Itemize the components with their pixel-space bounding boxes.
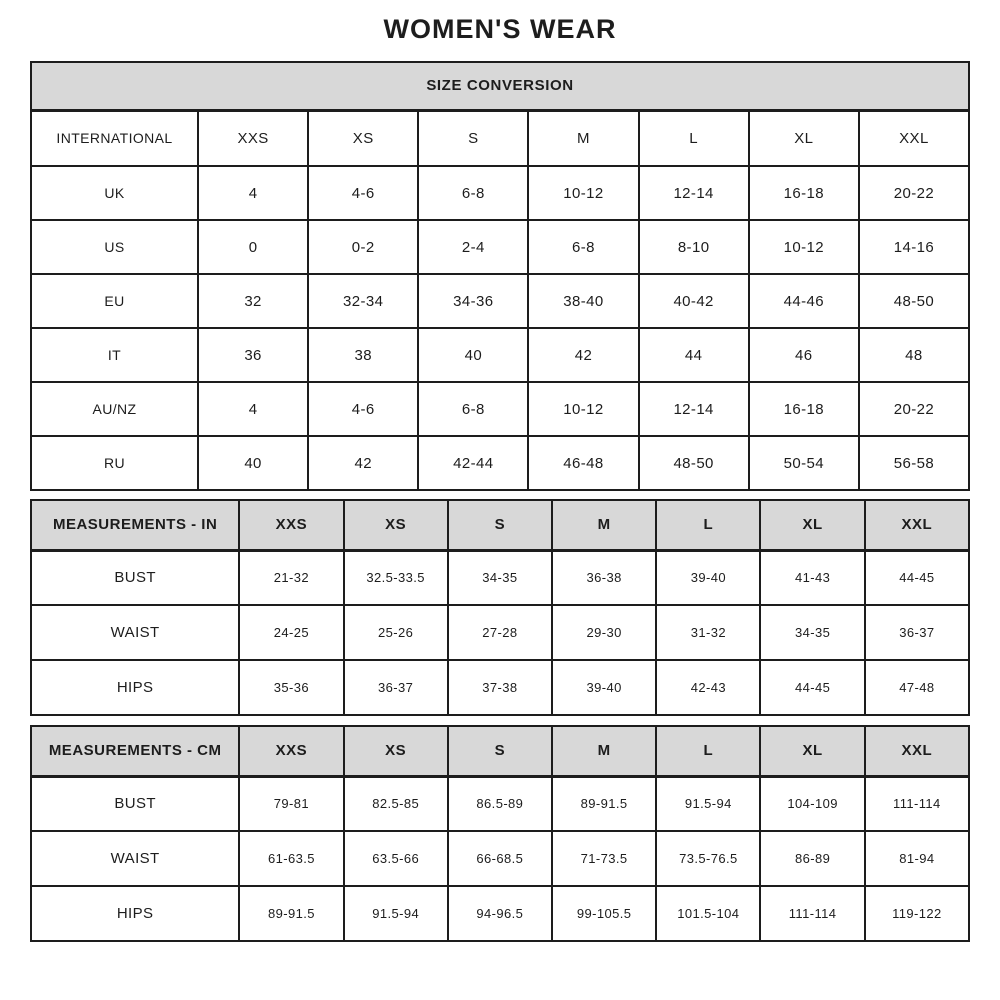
measurements-cm-header: MEASUREMENTS - CM (31, 726, 239, 776)
measurement-cell: 32.5-33.5 (344, 550, 448, 605)
measurement-cell: 91.5-94 (344, 886, 448, 941)
measurement-cell: 29-30 (552, 605, 656, 660)
size-cell: 16-18 (749, 382, 859, 436)
measurements-in-header: MEASUREMENTS - IN (31, 500, 239, 550)
measurement-cell: 39-40 (656, 550, 760, 605)
size-cell: 0 (198, 220, 308, 274)
size-cell: 6-8 (418, 382, 528, 436)
column-header-xxl: XXL (865, 726, 969, 776)
column-header-m: M (528, 110, 638, 166)
size-cell: 36 (198, 328, 308, 382)
measurement-cell: 21-32 (239, 550, 343, 605)
table-row-waist-cm (31, 831, 969, 886)
measurement-cell: 91.5-94 (656, 776, 760, 831)
measurement-cell: 36-38 (552, 550, 656, 605)
size-cell: 50-54 (749, 436, 859, 490)
column-header-l: L (656, 500, 760, 550)
column-header-xxl: XXL (859, 110, 969, 166)
size-cell: 34-36 (418, 274, 528, 328)
measurement-cell: 42-43 (656, 660, 760, 715)
size-cell: 40 (418, 328, 528, 382)
size-cell: 4-6 (308, 166, 418, 220)
row-label: BUST (31, 776, 239, 831)
measurement-cell: 89-91.5 (552, 776, 656, 831)
measurement-cell: 24-25 (239, 605, 343, 660)
size-cell: 38-40 (528, 274, 638, 328)
row-label: IT (31, 328, 198, 382)
measurement-cell: 119-122 (865, 886, 969, 941)
table-row-ru (31, 436, 969, 490)
column-header-xxl: XXL (865, 500, 969, 550)
table-row-waist-in (31, 605, 969, 660)
measurement-cell: 25-26 (344, 605, 448, 660)
row-label: US (31, 220, 198, 274)
size-conversion-column-header-row (31, 110, 969, 166)
measurement-cell: 71-73.5 (552, 831, 656, 886)
measurement-cell: 34-35 (448, 550, 552, 605)
measurement-cell: 61-63.5 (239, 831, 343, 886)
size-cell: 40-42 (639, 274, 749, 328)
size-conversion-header: SIZE CONVERSION (31, 62, 969, 110)
column-header-xs: XS (344, 500, 448, 550)
size-cell: 4 (198, 166, 308, 220)
measurement-cell: 31-32 (656, 605, 760, 660)
measurement-cell: 99-105.5 (552, 886, 656, 941)
measurements-cm-header-row (31, 726, 969, 776)
size-cell: 12-14 (639, 166, 749, 220)
measurement-cell: 39-40 (552, 660, 656, 715)
measurement-cell: 37-38 (448, 660, 552, 715)
measurement-cell: 86.5-89 (448, 776, 552, 831)
measurement-cell: 36-37 (865, 605, 969, 660)
column-header-xs: XS (344, 726, 448, 776)
size-cell: 42-44 (418, 436, 528, 490)
measurement-cell: 47-48 (865, 660, 969, 715)
size-cell: 4 (198, 382, 308, 436)
column-header-xxs: XXS (198, 110, 308, 166)
size-cell: 44 (639, 328, 749, 382)
column-header-s: S (448, 726, 552, 776)
column-header-xl: XL (760, 500, 864, 550)
measurement-cell: 101.5-104 (656, 886, 760, 941)
column-header-xl: XL (749, 110, 859, 166)
measurement-cell: 66-68.5 (448, 831, 552, 886)
row-label: HIPS (31, 660, 239, 715)
size-cell: 14-16 (859, 220, 969, 274)
measurement-cell: 44-45 (760, 660, 864, 715)
column-header-international: INTERNATIONAL (31, 110, 198, 166)
measurement-cell: 104-109 (760, 776, 864, 831)
size-cell: 12-14 (639, 382, 749, 436)
measurement-cell: 44-45 (865, 550, 969, 605)
measurements-cm-table (30, 725, 970, 942)
size-cell: 4-6 (308, 382, 418, 436)
row-label: WAIST (31, 605, 239, 660)
table-row-aunz (31, 382, 969, 436)
measurement-cell: 79-81 (239, 776, 343, 831)
measurement-cell: 36-37 (344, 660, 448, 715)
size-conversion-table (30, 61, 970, 491)
size-cell: 48 (859, 328, 969, 382)
size-cell: 48-50 (639, 436, 749, 490)
measurement-cell: 34-35 (760, 605, 864, 660)
size-cell: 8-10 (639, 220, 749, 274)
column-header-xl: XL (760, 726, 864, 776)
column-header-l: L (656, 726, 760, 776)
size-cell: 10-12 (528, 166, 638, 220)
size-cell: 16-18 (749, 166, 859, 220)
table-row-bust-cm (31, 776, 969, 831)
size-cell: 46 (749, 328, 859, 382)
size-cell: 40 (198, 436, 308, 490)
column-header-l: L (639, 110, 749, 166)
table-row-uk (31, 166, 969, 220)
size-conversion-banner-row (31, 62, 969, 110)
table-row-hips-cm (31, 886, 969, 941)
table-row-us (31, 220, 969, 274)
column-header-xxs: XXS (239, 500, 343, 550)
size-cell: 46-48 (528, 436, 638, 490)
measurement-cell: 35-36 (239, 660, 343, 715)
size-cell: 32 (198, 274, 308, 328)
row-label: BUST (31, 550, 239, 605)
column-header-m: M (552, 500, 656, 550)
size-cell: 42 (308, 436, 418, 490)
measurement-cell: 81-94 (865, 831, 969, 886)
column-header-xs: XS (308, 110, 418, 166)
row-label: WAIST (31, 831, 239, 886)
column-header-xxs: XXS (239, 726, 343, 776)
table-row-hips-in (31, 660, 969, 715)
table-row-bust-in (31, 550, 969, 605)
size-cell: 0-2 (308, 220, 418, 274)
row-label: AU/NZ (31, 382, 198, 436)
table-row-it (31, 328, 969, 382)
measurement-cell: 111-114 (760, 886, 864, 941)
measurement-cell: 89-91.5 (239, 886, 343, 941)
column-header-m: M (552, 726, 656, 776)
size-cell: 6-8 (418, 166, 528, 220)
measurements-in-header-row (31, 500, 969, 550)
measurement-cell: 111-114 (865, 776, 969, 831)
size-cell: 10-12 (749, 220, 859, 274)
size-cell: 56-58 (859, 436, 969, 490)
table-row-eu (31, 274, 969, 328)
size-cell: 32-34 (308, 274, 418, 328)
page-title: WOMEN'S WEAR (383, 14, 617, 44)
measurements-in-table (30, 499, 970, 716)
measurement-cell: 63.5-66 (344, 831, 448, 886)
row-label: UK (31, 166, 198, 220)
column-header-s: S (418, 110, 528, 166)
row-label: EU (31, 274, 198, 328)
size-cell: 42 (528, 328, 638, 382)
measurement-cell: 86-89 (760, 831, 864, 886)
row-label: HIPS (31, 886, 239, 941)
size-cell: 10-12 (528, 382, 638, 436)
size-cell: 44-46 (749, 274, 859, 328)
column-header-s: S (448, 500, 552, 550)
row-label: RU (31, 436, 198, 490)
size-cell: 20-22 (859, 166, 969, 220)
size-cell: 20-22 (859, 382, 969, 436)
measurement-cell: 27-28 (448, 605, 552, 660)
measurement-cell: 73.5-76.5 (656, 831, 760, 886)
measurement-cell: 94-96.5 (448, 886, 552, 941)
size-cell: 48-50 (859, 274, 969, 328)
measurement-cell: 82.5-85 (344, 776, 448, 831)
size-cell: 6-8 (528, 220, 638, 274)
size-cell: 2-4 (418, 220, 528, 274)
size-cell: 38 (308, 328, 418, 382)
measurement-cell: 41-43 (760, 550, 864, 605)
